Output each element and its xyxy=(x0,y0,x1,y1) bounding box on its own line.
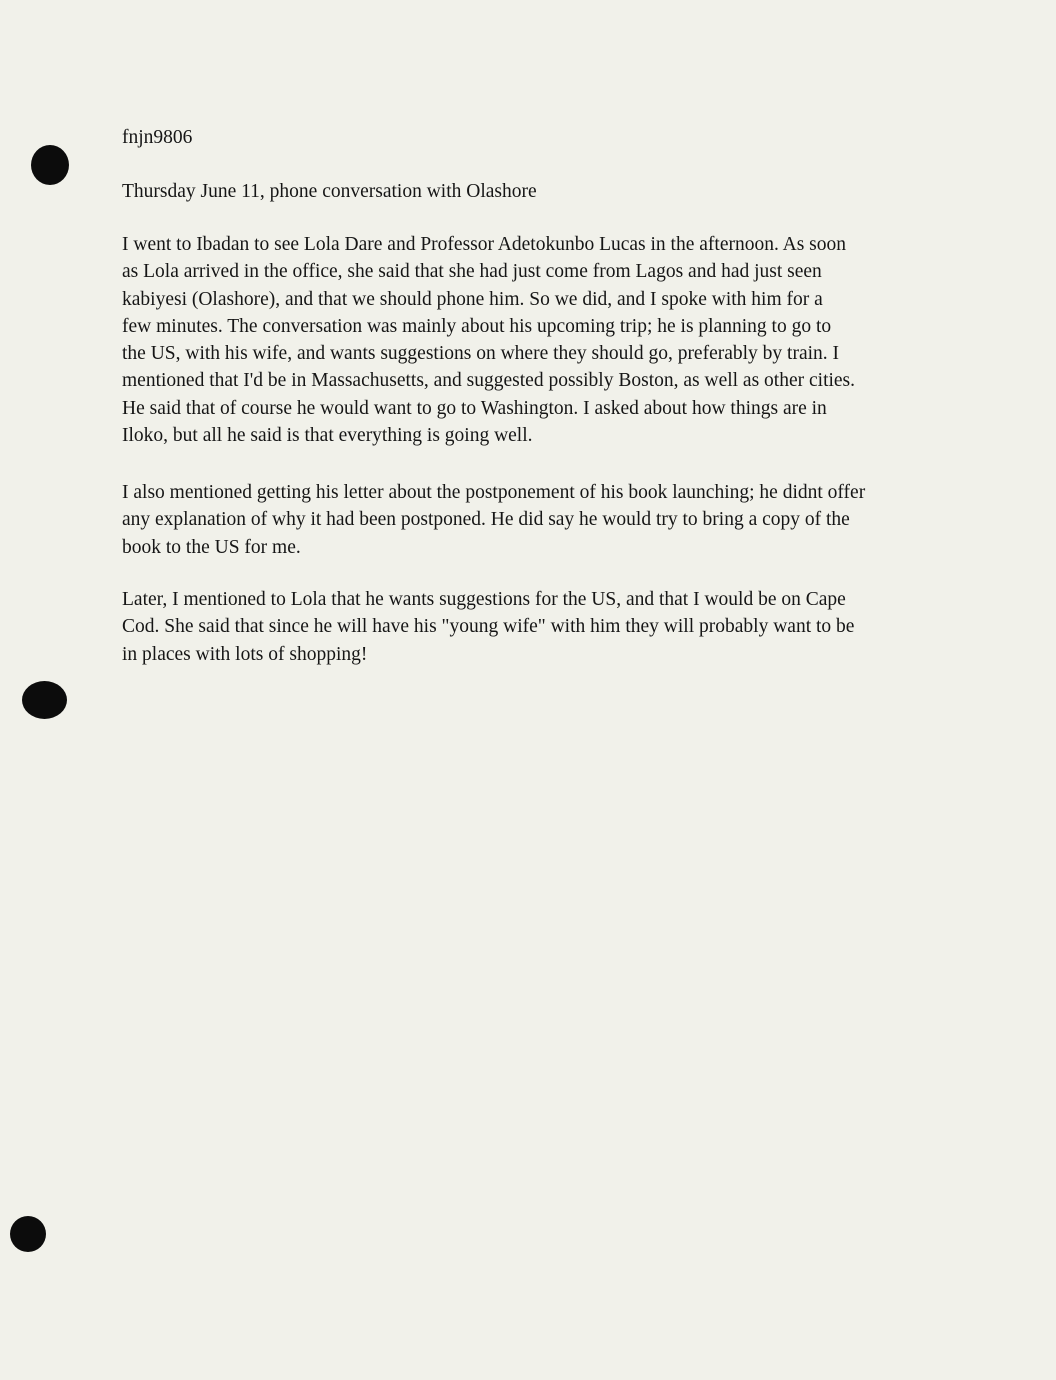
document-title: Thursday June 11, phone conversation with Olashore xyxy=(122,181,537,202)
paragraph xyxy=(122,479,952,561)
paragraph-line: He said that of course he would want to go to Washington. I asked about how things are in xyxy=(122,397,827,419)
paragraph-line: I went to Ibadan to see Lola Dare and Professor Adetokunbo Lucas in the afternoon. As soon xyxy=(122,234,847,255)
paragraph-line: Later, I mentioned to Lola that he wants suggestions for the US, and that I would be on Cape xyxy=(122,589,846,610)
paragraph-line: the US, with his wife, and wants suggestions on where they should go, preferably by train. I xyxy=(122,343,840,365)
binder-hole xyxy=(31,145,69,185)
paragraph-line: kabiyesi (Olashore), and that we should phone him. So we did, and I spoke with him for a xyxy=(122,288,823,310)
paragraph-line: book to the US for me. xyxy=(122,536,301,558)
binder-hole xyxy=(10,1216,46,1252)
paragraph-line: any explanation of why it had been postponed. He did say he would try to bring a copy of the xyxy=(122,509,850,531)
paragraph-line: I also mentioned getting his letter about the postponement of his book launching; he didnt offer xyxy=(122,482,866,503)
paragraph-line: few minutes. The conversation was mainly about his upcoming trip; he is planning to go to xyxy=(122,315,832,337)
paragraph-line: in places with lots of shopping! xyxy=(122,643,368,665)
paragraph xyxy=(122,586,952,668)
paragraph-line: mentioned that I'd be in Massachusetts, and suggested possibly Boston, as well as other cities. xyxy=(122,370,856,392)
document-id: fnjn9806 xyxy=(122,127,193,148)
paragraph xyxy=(122,231,952,449)
paragraph-line: Iloko, but all he said is that everything is going well. xyxy=(122,425,533,447)
binder-hole xyxy=(22,681,67,719)
paragraph-line: Cod. She said that since he will have his "young wife" with him they will probably want to be xyxy=(122,616,855,638)
paragraph-line: as Lola arrived in the office, she said that she had just come from Lagos and had just seen xyxy=(122,261,822,283)
